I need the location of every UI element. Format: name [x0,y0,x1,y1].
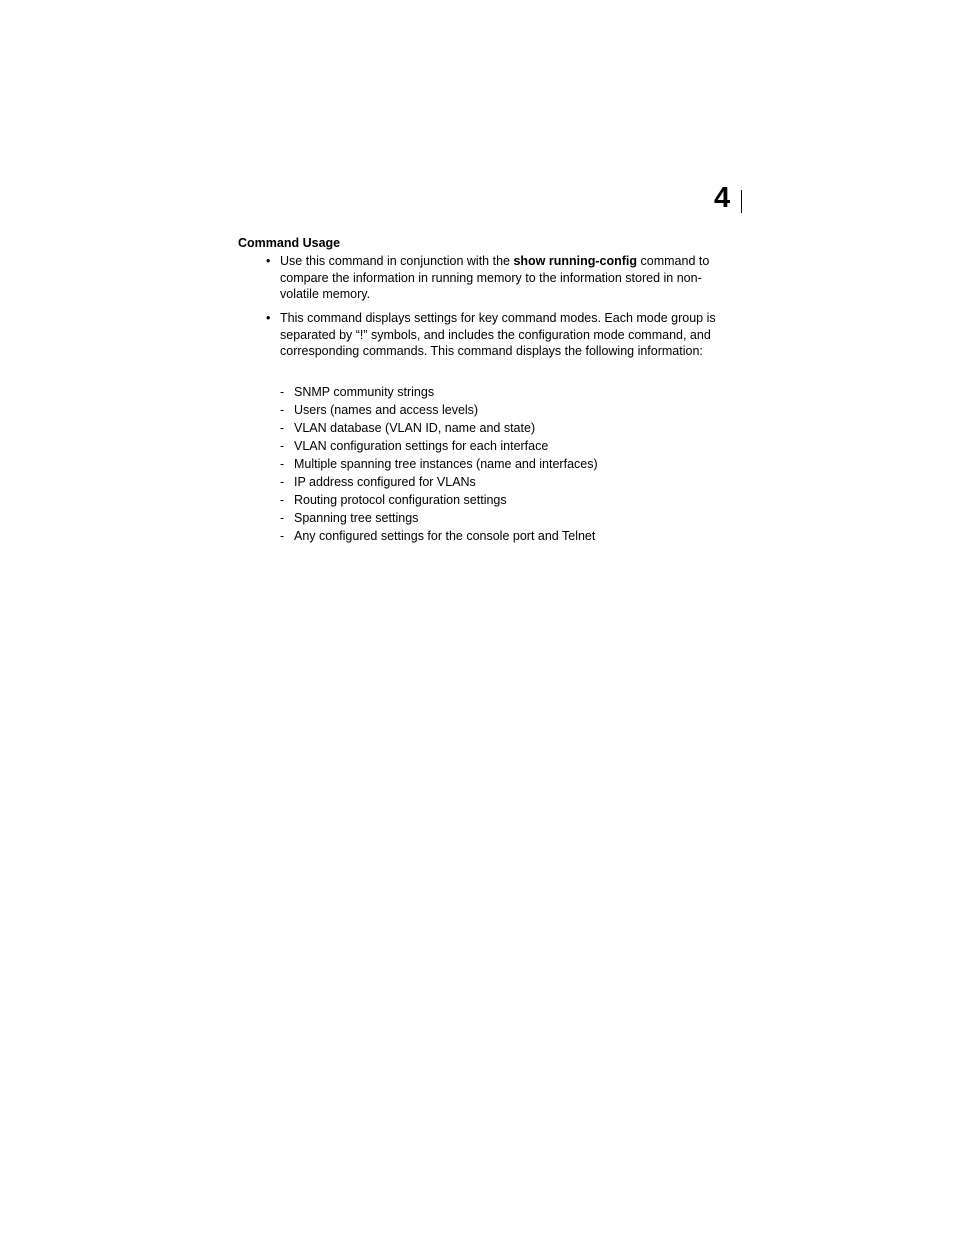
list-item-text: Users (names and access levels) [294,403,479,417]
dash-marker: - [280,475,285,489]
bullet-marker: • [266,254,271,268]
bullet-text: This command displays settings for key command modes. Each mode group is separated by “!” symbols, and includes the configuration mode command, and corresponding commands. This command displays the following information: [280,311,716,359]
list-item-text: Spanning tree settings [294,511,419,525]
chapter-marker [712,182,744,214]
list-item-text: VLAN database (VLAN ID, name and state) [294,421,536,435]
section-heading: Command Usage [238,236,341,250]
bullet-text-post: command to compare the information in running memory to the information stored in non-volatile memory. [280,254,710,302]
dash-marker: - [280,511,285,525]
bullet-text-pre: Use this command in conjunction with the [280,254,514,268]
bullet-marker: • [266,311,271,325]
dash-marker: - [280,421,285,435]
dash-marker: - [280,457,285,471]
dash-marker: - [280,439,285,453]
list-item-text: Routing protocol configuration settings [294,493,507,507]
list-item-text: VLAN configuration settings for each interface [294,439,549,453]
usage-bullet [266,253,732,303]
dash-marker: - [280,529,285,543]
chapter-rule [741,190,742,213]
dash-marker: - [280,403,285,417]
list-item-text: Multiple spanning tree instances (name and interfaces) [294,457,598,471]
list-item-text: SNMP community strings [294,385,435,399]
list-item-text: IP address configured for VLANs [294,475,476,489]
bullet-text [280,253,732,303]
dash-marker: - [280,385,285,399]
chapter-number: 4 [714,182,731,214]
list-item-text: Any configured settings for the console port and Telnet [294,529,596,543]
dash-marker: - [280,493,285,507]
command-name: show running-config [513,254,638,268]
usage-bullet [266,310,732,360]
